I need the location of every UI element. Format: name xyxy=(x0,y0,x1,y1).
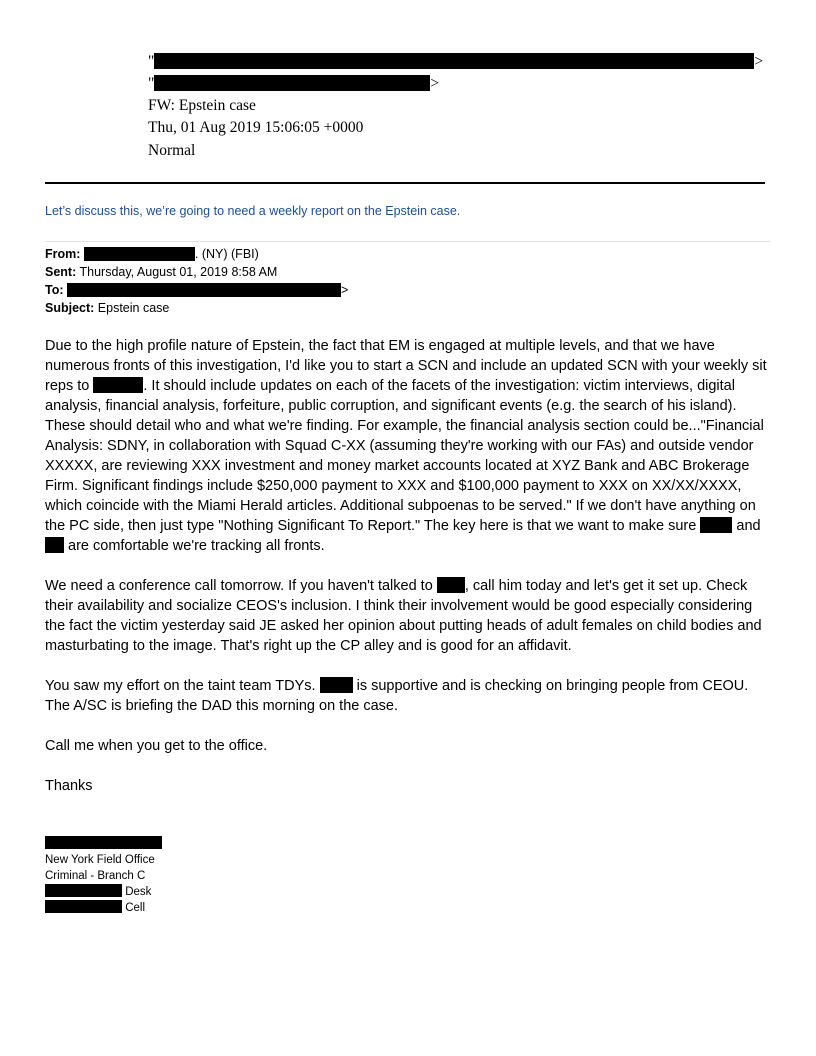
paragraph-5: Thanks xyxy=(45,778,93,794)
redaction xyxy=(154,75,430,91)
redaction xyxy=(45,900,122,913)
importance-value: Normal xyxy=(148,142,196,159)
sig-cell-label: Cell xyxy=(122,902,146,914)
sig-office: New York Field Office xyxy=(45,854,155,866)
signature-block xyxy=(45,836,162,916)
sig-desk-label: Desk xyxy=(122,886,152,898)
fwd-subject-value: Epstein case xyxy=(97,301,170,315)
redaction xyxy=(93,377,143,393)
cc-value: " > xyxy=(148,75,440,92)
redaction xyxy=(84,247,195,261)
paragraph-4: Call me when you get to the office. xyxy=(45,738,268,754)
fwd-sent-value: Thursday, August 01, 2019 8:58 AM xyxy=(79,265,278,279)
fwd-to-label: To: xyxy=(45,283,64,297)
forward-divider xyxy=(45,241,770,242)
paragraph-3: You saw my effort on the taint team TDYs. is supportive and is checking on bringing people from CEOU. The A/SC is briefing the DAD this morning on the case. xyxy=(45,678,749,714)
redaction xyxy=(700,517,732,533)
fwd-sent-row xyxy=(45,263,348,281)
fwd-sent-label: Sent: xyxy=(45,265,77,279)
redaction xyxy=(45,836,162,849)
fwd-subject-label: Subject: xyxy=(45,301,95,315)
redaction xyxy=(437,577,465,593)
subject-value: FW: Epstein case xyxy=(148,97,256,114)
sig-desk-row xyxy=(45,884,162,900)
paragraph-2: We need a conference call tomorrow. If you haven't talked to , call him today and let's get it set up. Check their availability and socialize CEOS's inclusion. I think their involvement would be good especially considering the fact the victim yesterday said JE asked her opinion about putting heads of adult females on child bodies and masturbating to the image. That's right up the CP alley and is good for an affidavit. xyxy=(45,578,762,654)
fwd-from-value: . (NY) (FBI) xyxy=(194,247,259,261)
date-value: Thu, 01 Aug 2019 15:06:05 +0000 xyxy=(148,119,364,136)
to-value: " > xyxy=(148,53,764,70)
sig-name-row xyxy=(45,836,162,852)
sig-cell-row xyxy=(45,900,162,916)
redaction xyxy=(154,53,754,69)
redaction xyxy=(45,537,64,553)
fwd-subject-row xyxy=(45,299,348,317)
redaction xyxy=(67,283,341,297)
fwd-to-suffix: > xyxy=(341,283,349,297)
fwd-from-label: From: xyxy=(45,247,81,261)
header-divider xyxy=(45,182,765,184)
paragraph-1: Due to the high profile nature of Epstein, the fact that EM is engaged at multiple levels, and that we have numerous fronts of this investigation, I'd like you to start a SCN and include an updated SCN with your weekly sit reps to . It should include updates on each of the facets of the investigation: victim interviews, digital analysis, financial analysis, forfeiture, public corruption, and significant events (e.g. the search of his island). These should detail who and what we're finding. For example, the financial analysis section could be..."Financial Analysis: SDNY, in collaboration with Squad C-XX (assuming they're working with our FAs) and outside vendor XXXXX, are reviewing XXX investment and money market accounts located at XYZ Bank and ABC Brokerage Firm. Significant findings include $250,000 payment to XXX and $100,000 payment to XXX on XX/XX/XXXX, which coincide with the Miami Herald articles. Additional subpoenas to be served." If we don't have anything on the PC side, then just type "Nothing Significant To Report." The key here is that we want to make sure and are comfortable we're tracking all fronts. xyxy=(45,338,767,554)
redaction xyxy=(320,677,353,693)
intro-message: Let’s discuss this, we’re going to need a weekly report on the Epstein case. xyxy=(45,204,461,218)
forwarded-header xyxy=(45,245,348,317)
redaction xyxy=(45,884,122,897)
sig-branch: Criminal - Branch C xyxy=(45,870,146,882)
fwd-to-row xyxy=(45,281,348,299)
fwd-from-row xyxy=(45,245,348,263)
message-body xyxy=(45,336,775,816)
